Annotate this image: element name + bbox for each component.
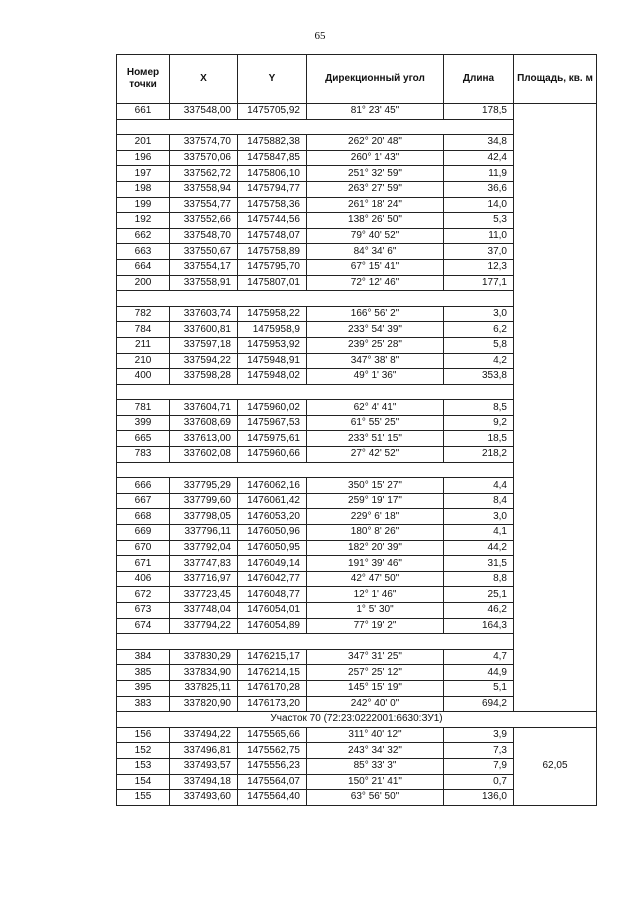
length-cell: 0,7 [444, 774, 514, 790]
angle-cell: 242° 40' 0" [307, 696, 444, 712]
point-number-cell: 406 [117, 571, 170, 587]
angle-cell: 72° 12' 46" [307, 275, 444, 291]
angle-cell: 12° 1' 46" [307, 587, 444, 603]
length-cell: 218,2 [444, 447, 514, 463]
length-cell: 8,4 [444, 493, 514, 509]
point-number-cell: 673 [117, 603, 170, 619]
angle-cell: 150° 21' 41" [307, 774, 444, 790]
length-cell: 694,2 [444, 696, 514, 712]
y-cell: 1475556,23 [238, 758, 307, 774]
length-cell: 9,2 [444, 415, 514, 431]
x-cell: 337600,81 [170, 322, 238, 338]
angle-cell: 347° 31' 25" [307, 649, 444, 665]
section-title: Участок 70 (72:23:0222001:6630:ЗУ1) [117, 712, 597, 728]
angle-cell: 49° 1' 36" [307, 369, 444, 385]
angle-cell: 350° 15' 27" [307, 478, 444, 494]
point-number-cell: 667 [117, 493, 170, 509]
point-number-cell: 156 [117, 727, 170, 743]
point-number-cell: 664 [117, 259, 170, 275]
point-number-cell: 154 [117, 774, 170, 790]
x-cell: 337834,90 [170, 665, 238, 681]
y-cell: 1476048,77 [238, 587, 307, 603]
group-separator-cell [117, 462, 514, 478]
x-cell: 337548,70 [170, 228, 238, 244]
point-number-cell: 674 [117, 618, 170, 634]
angle-cell: 166° 56' 2" [307, 306, 444, 322]
y-cell: 1475748,07 [238, 228, 307, 244]
angle-cell: 262° 20' 48" [307, 135, 444, 151]
angle-cell: 251° 32' 59" [307, 166, 444, 182]
angle-cell: 261° 18' 24" [307, 197, 444, 213]
group-separator-cell [117, 634, 514, 650]
y-cell: 1475562,75 [238, 743, 307, 759]
angle-cell: 257° 25' 12" [307, 665, 444, 681]
x-cell: 337794,22 [170, 618, 238, 634]
point-number-cell: 666 [117, 478, 170, 494]
point-number-cell: 197 [117, 166, 170, 182]
length-cell: 11,9 [444, 166, 514, 182]
group-separator-cell [117, 119, 514, 135]
length-cell: 44,9 [444, 665, 514, 681]
point-number-cell: 211 [117, 337, 170, 353]
point-number-cell: 661 [117, 104, 170, 120]
x-cell: 337830,29 [170, 649, 238, 665]
x-cell: 337574,70 [170, 135, 238, 151]
x-cell: 337613,00 [170, 431, 238, 447]
point-number-cell: 784 [117, 322, 170, 338]
angle-cell: 85° 33' 3" [307, 758, 444, 774]
x-cell: 337608,69 [170, 415, 238, 431]
angle-cell: 233° 51' 15" [307, 431, 444, 447]
length-cell: 353,8 [444, 369, 514, 385]
table-row [117, 727, 597, 743]
section-title-row [117, 712, 597, 728]
header-length: Длина [444, 55, 514, 104]
length-cell: 46,2 [444, 603, 514, 619]
y-cell: 1475958,9 [238, 322, 307, 338]
length-cell: 8,5 [444, 400, 514, 416]
y-cell: 1476215,17 [238, 649, 307, 665]
angle-cell: 191° 39' 46" [307, 556, 444, 572]
table-row [117, 104, 597, 120]
table-body [117, 104, 597, 806]
x-cell: 337570,06 [170, 150, 238, 166]
point-number-cell: 199 [117, 197, 170, 213]
y-cell: 1475948,91 [238, 353, 307, 369]
point-number-cell: 192 [117, 213, 170, 229]
length-cell: 178,5 [444, 104, 514, 120]
length-cell: 7,3 [444, 743, 514, 759]
point-number-cell: 782 [117, 306, 170, 322]
x-cell: 337798,05 [170, 509, 238, 525]
y-cell: 1476173,20 [238, 696, 307, 712]
x-cell: 337792,04 [170, 540, 238, 556]
x-cell: 337723,45 [170, 587, 238, 603]
y-cell: 1475758,89 [238, 244, 307, 260]
y-cell: 1475958,22 [238, 306, 307, 322]
point-number-cell: 671 [117, 556, 170, 572]
y-cell: 1475806,10 [238, 166, 307, 182]
x-cell: 337554,77 [170, 197, 238, 213]
x-cell: 337562,72 [170, 166, 238, 182]
y-cell: 1476214,15 [238, 665, 307, 681]
x-cell: 337552,66 [170, 213, 238, 229]
y-cell: 1475948,02 [238, 369, 307, 385]
angle-cell: 259° 19' 17" [307, 493, 444, 509]
angle-cell: 62° 4' 41" [307, 400, 444, 416]
length-cell: 44,2 [444, 540, 514, 556]
point-number-cell: 665 [117, 431, 170, 447]
header-point-number: Номер точки [117, 55, 170, 104]
y-cell: 1475807,01 [238, 275, 307, 291]
x-cell: 337494,22 [170, 727, 238, 743]
length-cell: 5,8 [444, 337, 514, 353]
point-number-cell: 662 [117, 228, 170, 244]
angle-cell: 145° 15' 19" [307, 680, 444, 696]
y-cell: 1476042,77 [238, 571, 307, 587]
point-number-cell: 210 [117, 353, 170, 369]
angle-cell: 42° 47' 50" [307, 571, 444, 587]
angle-cell: 260° 1' 43" [307, 150, 444, 166]
y-cell: 1475953,92 [238, 337, 307, 353]
angle-cell: 1° 5' 30" [307, 603, 444, 619]
length-cell: 8,8 [444, 571, 514, 587]
length-cell: 42,4 [444, 150, 514, 166]
x-cell: 337796,11 [170, 525, 238, 541]
point-number-cell: 200 [117, 275, 170, 291]
angle-cell: 233° 54' 39" [307, 322, 444, 338]
y-cell: 1475565,66 [238, 727, 307, 743]
y-cell: 1475564,07 [238, 774, 307, 790]
x-cell: 337602,08 [170, 447, 238, 463]
point-number-cell: 399 [117, 415, 170, 431]
x-cell: 337825,11 [170, 680, 238, 696]
point-number-cell: 672 [117, 587, 170, 603]
length-cell: 5,3 [444, 213, 514, 229]
length-cell: 25,1 [444, 587, 514, 603]
y-cell: 1476054,01 [238, 603, 307, 619]
angle-cell: 180° 8' 26" [307, 525, 444, 541]
y-cell: 1476062,16 [238, 478, 307, 494]
y-cell: 1476050,96 [238, 525, 307, 541]
x-cell: 337598,28 [170, 369, 238, 385]
angle-cell: 229° 6' 18" [307, 509, 444, 525]
area-cell-empty [514, 104, 597, 712]
x-cell: 337747,83 [170, 556, 238, 572]
point-number-cell: 395 [117, 680, 170, 696]
x-cell: 337493,60 [170, 790, 238, 806]
x-cell: 337558,91 [170, 275, 238, 291]
length-cell: 14,0 [444, 197, 514, 213]
length-cell: 36,6 [444, 181, 514, 197]
y-cell: 1475705,92 [238, 104, 307, 120]
angle-cell: 347° 38' 8" [307, 353, 444, 369]
group-separator-cell [117, 291, 514, 307]
angle-cell: 263° 27' 59" [307, 181, 444, 197]
header-area: Площадь, кв. м [514, 55, 597, 104]
point-number-cell: 781 [117, 400, 170, 416]
point-number-cell: 385 [117, 665, 170, 681]
y-cell: 1475795,70 [238, 259, 307, 275]
angle-cell: 27° 42' 52" [307, 447, 444, 463]
x-cell: 337493,57 [170, 758, 238, 774]
y-cell: 1476061,42 [238, 493, 307, 509]
y-cell: 1476054,89 [238, 618, 307, 634]
angle-cell: 77° 19' 2" [307, 618, 444, 634]
header-x: X [170, 55, 238, 104]
page-number: 65 [314, 30, 326, 42]
y-cell: 1475967,53 [238, 415, 307, 431]
point-number-cell: 400 [117, 369, 170, 385]
y-cell: 1475882,38 [238, 135, 307, 151]
point-number-cell: 201 [117, 135, 170, 151]
coordinates-table [116, 54, 597, 806]
y-cell: 1475847,85 [238, 150, 307, 166]
x-cell: 337496,81 [170, 743, 238, 759]
angle-cell: 138° 26' 50" [307, 213, 444, 229]
group-separator-cell [117, 384, 514, 400]
length-cell: 18,5 [444, 431, 514, 447]
length-cell: 164,3 [444, 618, 514, 634]
x-cell: 337799,60 [170, 493, 238, 509]
point-number-cell: 383 [117, 696, 170, 712]
x-cell: 337554,17 [170, 259, 238, 275]
angle-cell: 61° 55' 25" [307, 415, 444, 431]
length-cell: 12,3 [444, 259, 514, 275]
length-cell: 4,4 [444, 478, 514, 494]
angle-cell: 311° 40' 12" [307, 727, 444, 743]
area-value-cell: 62,05 [514, 727, 597, 805]
angle-cell: 63° 56' 50" [307, 790, 444, 806]
angle-cell: 239° 25' 28" [307, 337, 444, 353]
angle-cell: 182° 20' 39" [307, 540, 444, 556]
length-cell: 4,7 [444, 649, 514, 665]
x-cell: 337494,18 [170, 774, 238, 790]
x-cell: 337604,71 [170, 400, 238, 416]
x-cell: 337748,04 [170, 603, 238, 619]
x-cell: 337820,90 [170, 696, 238, 712]
x-cell: 337594,22 [170, 353, 238, 369]
point-number-cell: 670 [117, 540, 170, 556]
length-cell: 177,1 [444, 275, 514, 291]
x-cell: 337597,18 [170, 337, 238, 353]
length-cell: 7,9 [444, 758, 514, 774]
header-direction-angle: Дирекционный угол [307, 55, 444, 104]
x-cell: 337558,94 [170, 181, 238, 197]
length-cell: 31,5 [444, 556, 514, 572]
length-cell: 5,1 [444, 680, 514, 696]
x-cell: 337795,29 [170, 478, 238, 494]
y-cell: 1475744,56 [238, 213, 307, 229]
point-number-cell: 155 [117, 790, 170, 806]
length-cell: 4,2 [444, 353, 514, 369]
length-cell: 34,8 [444, 135, 514, 151]
y-cell: 1476053,20 [238, 509, 307, 525]
x-cell: 337548,00 [170, 104, 238, 120]
y-cell: 1476170,28 [238, 680, 307, 696]
angle-cell: 81° 23' 45" [307, 104, 444, 120]
length-cell: 3,9 [444, 727, 514, 743]
y-cell: 1475960,66 [238, 447, 307, 463]
point-number-cell: 663 [117, 244, 170, 260]
angle-cell: 67° 15' 41" [307, 259, 444, 275]
point-number-cell: 669 [117, 525, 170, 541]
point-number-cell: 153 [117, 758, 170, 774]
y-cell: 1475960,02 [238, 400, 307, 416]
y-cell: 1475794,77 [238, 181, 307, 197]
y-cell: 1476050,95 [238, 540, 307, 556]
header-y: Y [238, 55, 307, 104]
length-cell: 4,1 [444, 525, 514, 541]
table-header-row [117, 55, 597, 104]
angle-cell: 79° 40' 52" [307, 228, 444, 244]
point-number-cell: 783 [117, 447, 170, 463]
point-number-cell: 384 [117, 649, 170, 665]
length-cell: 3,0 [444, 306, 514, 322]
length-cell: 136,0 [444, 790, 514, 806]
point-number-cell: 198 [117, 181, 170, 197]
x-cell: 337603,74 [170, 306, 238, 322]
x-cell: 337550,67 [170, 244, 238, 260]
angle-cell: 243° 34' 32" [307, 743, 444, 759]
point-number-cell: 196 [117, 150, 170, 166]
point-number-cell: 152 [117, 743, 170, 759]
length-cell: 6,2 [444, 322, 514, 338]
y-cell: 1475975,61 [238, 431, 307, 447]
x-cell: 337716,97 [170, 571, 238, 587]
point-number-cell: 668 [117, 509, 170, 525]
y-cell: 1475758,36 [238, 197, 307, 213]
y-cell: 1475564,40 [238, 790, 307, 806]
y-cell: 1476049,14 [238, 556, 307, 572]
length-cell: 11,0 [444, 228, 514, 244]
angle-cell: 84° 34' 6" [307, 244, 444, 260]
length-cell: 3,0 [444, 509, 514, 525]
length-cell: 37,0 [444, 244, 514, 260]
